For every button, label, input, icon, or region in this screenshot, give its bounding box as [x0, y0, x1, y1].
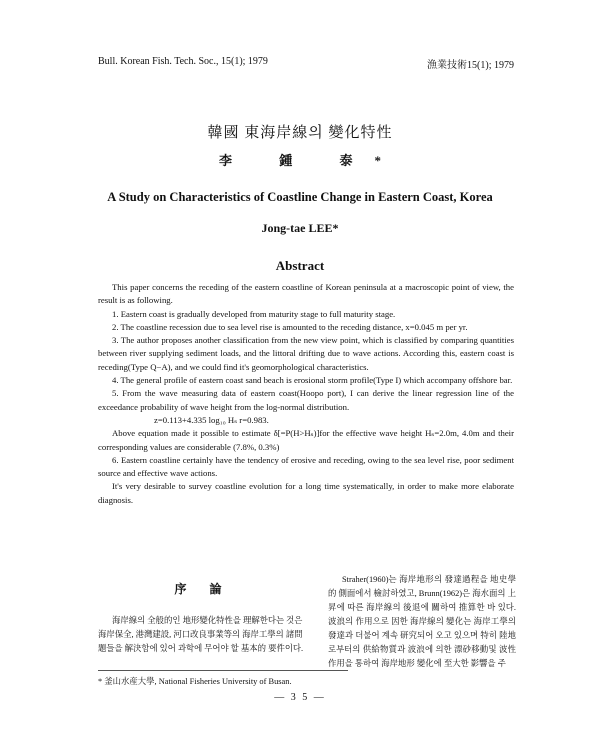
- regression-equation: z=0.113+4.335 log₁₀ Hₛ r=0.983.: [154, 414, 269, 425]
- abstract-heading: Abstract: [275, 258, 325, 273]
- abstract-paragraph: Above equation made it possible to estimate δ[=P(H>Hₛ)]for the effective wave height Hₛ=2.0m, 4.0m and their corresponding values are considerable (7.8%, 0.3%): [98, 428, 514, 452]
- abstract-paragraph: 5. From the wave measuring data of eastern coast(Hoopo port), I can derive the linear regression line of the exceedance probability of wave height from the log-normal distribution.: [98, 388, 514, 412]
- journal-citation-en: Bull. Korean Fish. Tech. Soc., 15(1); 1979: [98, 56, 268, 67]
- intro-heading: 序 論: [174, 582, 232, 596]
- abstract-body: [98, 281, 514, 507]
- page-number: — 3 5 —: [274, 692, 326, 703]
- intro-right-text: Straher(1960)는 海岸地形의 發達過程을 地史學的 側面에서 檢討하였고, Brunn(1962)은 海水面의 上昇에 따른 海岸線의 後退에 關하여 推算한 바 있다. 波浪의 作用으로 因한 海岸線의 變化는 海岸工學의 發達과 더불어 계속 研究되어 오고 있으며 特히 陸地로부터의 供給物質과 波浪에 의한 漂砂移動및 波性作用을 통하여 海岸地形 變化에 至大한 影響을 주: [328, 575, 516, 668]
- abstract-paragraph: 6. Eastern coastline certainly have the tendency of erosive and receding, owing to the sea level rise, poor sediment source and effective wave actions.: [98, 454, 514, 479]
- intro-left-text: 海岸線의 全般的인 地形變化特性을 理解한다는 것은 海岸保全, 港灣建設, 河口改良事業等의 海岸工學의 諸問題들을 解決함에 있어 과학에 무어야 할 基本的 要件이다.: [98, 616, 304, 653]
- abstract-paragraph: 1. Eastern coast is gradually developed from maturity stage to full maturity stage.: [112, 308, 396, 319]
- author-korean: 李 鍾 泰*: [218, 153, 403, 168]
- abstract-paragraph: 4. The general profile of eastern coast sand beach is erosional storm profile(Type I) which accompany offshore bar.: [112, 375, 513, 386]
- abstract-paragraph: It's very desirable to survey coastline evolution for a long time systematically, in order to make more elaborate diagnosis.: [98, 481, 514, 505]
- affiliation-footnote: * 釜山水産大學, National Fisheries University of Busan.: [98, 670, 348, 687]
- journal-citation-ko: 漁業技術15(1); 1979: [427, 60, 514, 71]
- intro-right-column: [328, 573, 516, 671]
- abstract-paragraph: 2. The coastline recession due to sea level rise is amounted to the receding distance, x=0.045 m per yr.: [112, 321, 468, 332]
- title-korean: 韓國 東海岸線의 變化特性: [207, 125, 393, 141]
- title-english: A Study on Characteristics of Coastline Change in Eastern Coast, Korea: [107, 190, 493, 204]
- author-english: Jong-tae LEE*: [261, 221, 339, 235]
- abstract-paragraph: 3. The author proposes another classification from the new view point, which is classified by comparing quantities between river supplying sediment loads, and the littoral drifting due to wave actions. According this, eastern coast is receding(Type Q−A), and we could find it's geomorphological characteristics.: [98, 335, 514, 372]
- abstract-paragraph: This paper concerns the receding of the eastern coastline of Korean peninsula at a macroscopic point of view, the result is as following.: [98, 282, 514, 306]
- intro-left-column: [98, 582, 308, 656]
